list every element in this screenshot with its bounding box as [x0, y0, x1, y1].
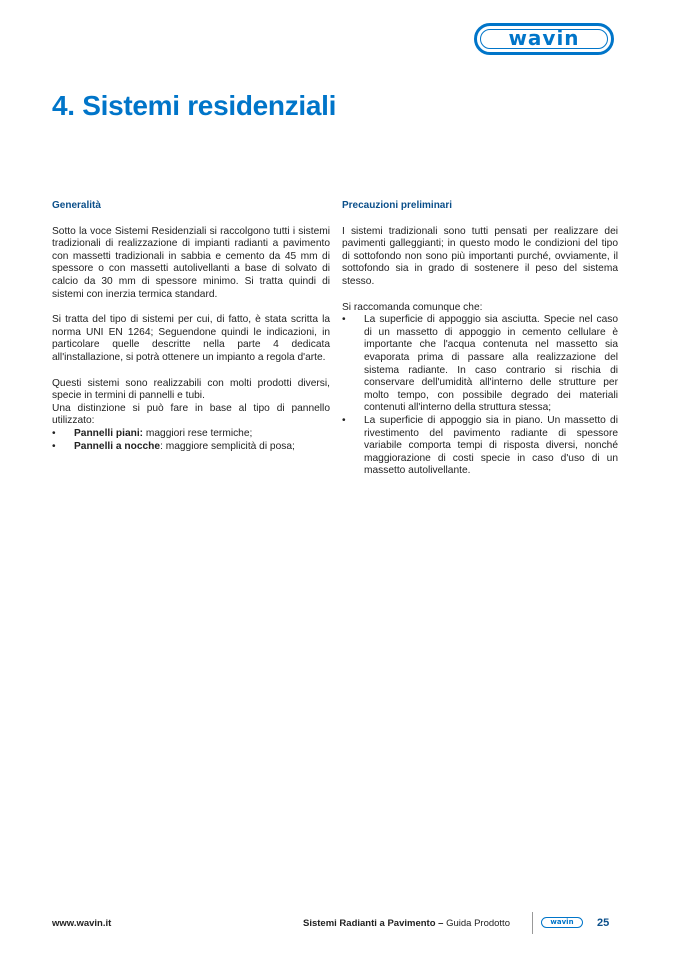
list-item-term: Pannelli piani:	[74, 427, 144, 439]
page-title: 4. Sistemi residenziali	[52, 90, 337, 121]
list-item-text: : maggiore semplicità di posa;	[160, 440, 295, 452]
footer-wavin-logo	[541, 917, 583, 928]
footer-divider	[532, 912, 533, 934]
panel-type-list	[52, 428, 330, 453]
footer-doc-title-regular: Guida Prodotto	[443, 918, 510, 929]
section-heading-generalita: Generalità	[52, 200, 101, 211]
list-item	[342, 314, 618, 415]
bullet-glyph: •	[342, 314, 346, 326]
wavin-logo	[474, 23, 614, 55]
paragraph: Questi sistemi sono realizzabili con molti prodotti diversi, specie in termini di pannelli e tubi.	[52, 377, 330, 402]
left-column	[52, 200, 330, 453]
list-item	[52, 428, 330, 441]
list-item-text: La superficie di appoggio sia in piano. Un massetto di rivestimento del pavimento radiante di spessore variabile comporta tempi di risposta diversi, nonché maggiorazione di costi specie in caso d'uso di un massetto autolivellante.	[364, 414, 618, 477]
paragraph: Si tratta del tipo di sistemi per cui, di fatto, è stata scritta la norma UNI EN 1264; Seguendone quindi le indicazioni, in particolare quelle descritte nella parte 4 dedicata all'installazione, si potrà ottenere un impianto a regola d'arte.	[52, 314, 330, 363]
paragraph: I sistemi tradizionali sono tutti pensati per realizzare dei pavimenti galleggianti; in questo modo le condizioni del tipo di sottofondo non sono più importanti purché, ovviamente, il sottofondo sia in grado di sostenere il peso del sistema stesso.	[342, 225, 618, 287]
footer-url[interactable]: www.wavin.it	[52, 918, 112, 929]
list-item-term: Pannelli a nocche	[74, 440, 161, 452]
list-item	[342, 415, 618, 478]
logo-text: wavin	[508, 26, 580, 50]
list-item-text: La superficie di appoggio sia asciutta. Specie nel caso di un massetto di appoggio in cemento cellulare è importante che l'acqua contenuta nel massetto sia evaporata prima di passare alla realizzazione del sistema radiante. In caso contrario si rischia di conservare dell'umidità all'interno delle strutture per molto tempo, con possibile degrado dei materiali contenuti all'interno della struttura stessa;	[364, 314, 618, 414]
bullet-glyph: •	[342, 414, 346, 426]
bullet-glyph: •	[52, 427, 56, 439]
list-intro: Si raccomanda comunque che:	[342, 301, 483, 313]
footer-logo-text: wavin	[550, 918, 574, 926]
recommendation-list	[342, 314, 618, 478]
list-item-text: maggiori rese termiche;	[143, 427, 253, 439]
section-heading-precauzioni: Precauzioni preliminari	[342, 200, 453, 211]
right-column	[342, 200, 618, 478]
bullet-glyph: •	[52, 440, 56, 452]
footer-doc-title-bold: Sistemi Radianti a Pavimento –	[303, 918, 444, 929]
paragraph: Sotto la voce Sistemi Residenziali si raccolgono tutti i sistemi tradizionali di realizzazione di impianti radianti a pavimento con massetti tradizionali in sabbia e cemento da 45 mm di spessore o con massetti autolivellanti a base di solvato di calcio da 30 mm di spessore minimo. Si tratta quindi di sistemi con inerzia termica standard.	[52, 225, 330, 300]
footer-doc-title	[303, 918, 510, 929]
list-intro: Una distinzione si può fare in base al tipo di pannello utilizzato:	[52, 402, 330, 427]
page-number: 25	[597, 917, 610, 929]
list-item	[52, 441, 330, 454]
